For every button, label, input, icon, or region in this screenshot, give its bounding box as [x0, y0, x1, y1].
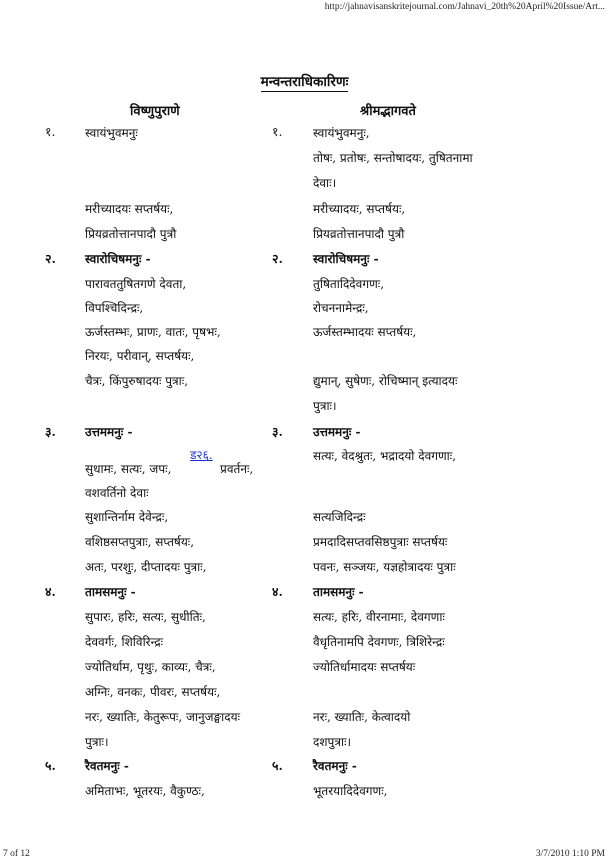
- left-line: विपश्चिदिन्द्रः,: [85, 301, 144, 315]
- right-line: नरः, ख्यातिः, केत्वादयो: [313, 710, 411, 724]
- right-line: रोचननामेन्द्रः,: [313, 301, 369, 315]
- right-line: प्रियव्रतोत्तानपादौ पुत्रौ: [313, 227, 405, 241]
- right-line: ज्योतिर्धामादयः सप्तर्षयः: [313, 660, 416, 674]
- right-line: पुत्राः।: [313, 399, 337, 413]
- right-line: भूतरयादिदेवगणः,: [313, 784, 388, 798]
- right-number-5: ५.: [272, 758, 283, 773]
- page-counter: 7 of 12: [3, 849, 30, 859]
- right-number-3: ३.: [272, 424, 283, 439]
- right-heading-manu: उत्तममनुः -: [313, 425, 361, 439]
- right-line: ऊर्जस्तम्भादयः सप्तर्षयः,: [313, 325, 417, 339]
- right-line: पवनः, सञ्जयः, यज्ञहोत्रादयः पुत्राः: [313, 560, 456, 574]
- left-line: पारावततुषितगणे देवता,: [85, 277, 187, 291]
- left-line: ज्योतिर्धाम, पृथुः, काव्यः, चैत्रः,: [85, 660, 216, 674]
- right-number-2: २.: [272, 251, 283, 266]
- left-line: ऊर्जस्तम्भः, प्राणः, वातः, पृषभः,: [85, 325, 221, 339]
- left-number-4: ४.: [45, 584, 56, 599]
- left-line: प्रियव्रतोत्तानपादौ पुत्रौ: [85, 227, 177, 241]
- right-line: मरीच्यादयः, सप्तर्षयः,: [313, 202, 406, 216]
- left-line: वशिष्ठसप्तपुत्राः, सप्तर्षयः,: [85, 535, 195, 549]
- left-column-heading: विष्णुपुराणे: [130, 104, 180, 119]
- right-line: दशपुत्राः।: [313, 735, 352, 749]
- right-line: प्रमदादिसप्तवसिष्ठपुत्राः सप्तर्षयः: [313, 535, 448, 549]
- right-line: सत्यजिदिन्द्रः: [313, 510, 366, 524]
- right-heading-manu: रैवतमनुः -: [313, 759, 357, 773]
- right-number-1: १.: [272, 124, 283, 139]
- left-line: प्रवर्तनः,: [220, 462, 254, 476]
- left-heading-manu: उत्तममनुः -: [85, 425, 133, 439]
- right-heading-manu: तामसमनुः -: [313, 585, 364, 599]
- left-line: मरीच्यादयः सप्तर्षयः,: [85, 202, 174, 216]
- left-number-2: २.: [45, 251, 56, 266]
- left-line: सुपारः, हरिः, सत्यः, सुधीतिः,: [85, 610, 206, 624]
- print-datetime: 3/7/2010 1:10 PM: [535, 849, 605, 859]
- left-line: निरयः, परीवान्, सप्तर्षयः,: [85, 349, 195, 363]
- left-line: चैत्रः, किंपुरुषादयः पुत्राः,: [85, 374, 189, 388]
- left-number-3: ३.: [45, 424, 56, 439]
- left-line: अमिताभः, भूतरयः, वैकुण्ठः,: [85, 784, 205, 798]
- right-column-heading: श्रीमद्भागवते: [360, 104, 416, 119]
- left-number-1: १.: [45, 124, 56, 139]
- right-line: वैधृतिनामपि देवगणः, त्रिशिरेन्द्रः: [313, 635, 445, 649]
- left-line: अग्निः, वनकः, पीवरः, सप्तर्षयः,: [85, 685, 221, 699]
- right-line: सत्यः, हरिः, वीरनामाः, देवगणाः: [313, 610, 445, 624]
- left-line: देववर्गः, शिविरिन्द्रः: [85, 635, 164, 649]
- right-number-4: ४.: [272, 584, 283, 599]
- left-heading-manu: रैवतमनुः -: [85, 759, 129, 773]
- left-line: नरः, ख्यातिः, केतुरूपः, जानुजङ्घादयः: [85, 710, 240, 724]
- right-line: देवाः।: [313, 176, 337, 190]
- left-heading-manu: स्वारोचिषमनुः -: [85, 252, 151, 266]
- right-line: तुषितादिदेवगणः,: [313, 277, 385, 291]
- left-line: अतः, परशुः, दीप्तादयः पुत्राः,: [85, 560, 207, 574]
- title-text: मन्वन्तराधिकारिणः: [260, 74, 349, 90]
- left-line: स्वायंभुवमनुः: [85, 126, 138, 140]
- right-line: स्वायंभुवमनुः,: [313, 126, 370, 140]
- right-line: तोषः, प्रतोषः, सन्तोषादयः, तुषितनामा: [313, 151, 473, 165]
- left-heading-manu: तामसमनुः -: [85, 585, 136, 599]
- left-line: वशवर्तिनो देवाः: [85, 486, 149, 500]
- footnote-link[interactable]: ड२६.: [190, 448, 213, 462]
- page-title: [0, 72, 609, 90]
- left-line: सुशान्तिर्नाम देवेन्द्रः,: [85, 510, 169, 524]
- page-url: http://jahnavisanskritejournal.com/Jahnavi_20th%20April%20Issue/Art...: [324, 2, 605, 12]
- left-number-5: ५.: [45, 758, 56, 773]
- right-line: द्युमान्, सुषेणः, रोचिष्मान् इत्यादयः: [313, 374, 458, 388]
- right-line: सत्यः, वेदश्रुतः, भद्रादयो देवगणाः,: [313, 449, 457, 463]
- left-line: सुधामः, सत्यः, जपः,: [85, 462, 172, 476]
- right-heading-manu: स्वारोचिषमनुः -: [313, 252, 379, 266]
- left-line: पुत्राः।: [85, 735, 109, 749]
